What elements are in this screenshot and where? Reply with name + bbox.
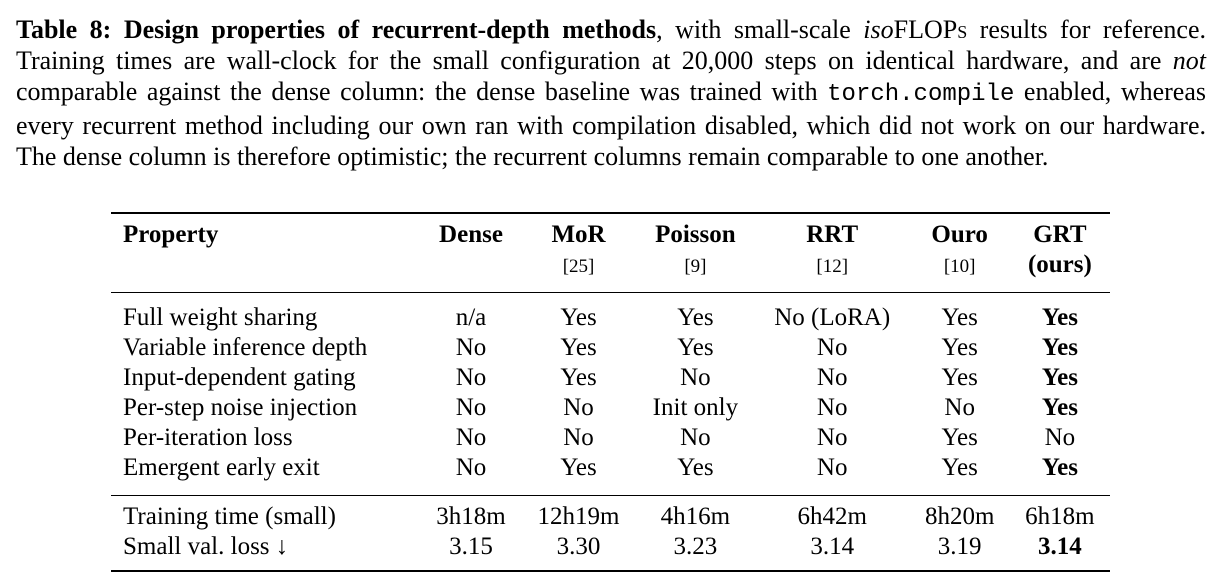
cell: No <box>816 424 848 451</box>
cell: 3.14 <box>810 533 855 560</box>
cell: 6h42m <box>797 503 867 530</box>
cell: Yes <box>560 304 597 331</box>
header-rrt: RRT <box>806 221 859 248</box>
cell: 3.15 <box>449 533 493 560</box>
cell: Yes <box>677 304 714 331</box>
cell: Yes <box>1041 334 1078 361</box>
cell: Yes <box>1041 304 1078 331</box>
caption-bold-title: Design properties of recurrent-depth methods <box>123 15 657 44</box>
cell: n/a <box>455 304 487 331</box>
header-sub-poisson <box>636 250 755 293</box>
header-dense: Dense <box>439 221 503 248</box>
caption-flops-s: s <box>957 15 968 44</box>
cell: 3.14 <box>1038 533 1082 560</box>
cell: No <box>455 364 487 391</box>
caption-iso: iso <box>863 15 894 44</box>
cell: No <box>455 454 487 481</box>
table-row <box>111 293 1110 334</box>
caption-text-b: results for reference. Training times are wall-clock for the small configuration at 20,000 steps on identical hardware, and are <box>16 15 1207 75</box>
row-label: Variable inference depth <box>123 334 368 361</box>
header-sub-row <box>111 250 1110 293</box>
caption-flops <box>894 15 968 44</box>
cell: 4h16m <box>660 503 731 530</box>
table-row <box>111 363 1110 393</box>
cell: Yes <box>941 364 978 391</box>
header-row <box>111 213 1110 250</box>
header-ouro: Ouro <box>931 221 988 248</box>
cell: Yes <box>677 454 714 481</box>
cell: No <box>680 364 711 391</box>
cell: No <box>944 394 975 421</box>
caption-label: Table 8: <box>16 15 112 44</box>
row-label: Input-dependent gating <box>123 364 356 391</box>
cell: 6h18m <box>1025 503 1095 530</box>
row-label: Per-iteration loss <box>123 424 293 451</box>
row-label: Training time (small) <box>123 503 336 530</box>
table-row <box>111 423 1110 453</box>
header-sub-empty <box>111 250 421 293</box>
caption-flops-main: FLOP <box>893 15 958 44</box>
cell: 12h19m <box>537 503 620 530</box>
header-sub-dense <box>421 250 521 293</box>
row-label: Emergent early exit <box>123 454 320 481</box>
header-mor: MoR <box>551 221 606 248</box>
cell: No <box>455 394 487 421</box>
ref-rrt: [12] <box>816 256 849 277</box>
header-sub-grt: (ours) <box>1027 251 1092 278</box>
ref-mor: [25] <box>562 256 595 277</box>
table-row <box>111 496 1110 533</box>
cell: Yes <box>560 334 597 361</box>
cell: No <box>816 334 848 361</box>
cell: No (LoRA) <box>774 304 891 331</box>
cell: No <box>680 424 711 451</box>
cell: Yes <box>1041 364 1078 391</box>
header-grt: GRT <box>1033 221 1087 248</box>
caption-not: not <box>1172 46 1206 75</box>
cell: No <box>455 334 487 361</box>
cell: Yes <box>941 304 978 331</box>
row-label: Full weight sharing <box>123 304 318 331</box>
row-label: Small val. loss ↓ <box>123 533 289 560</box>
cell: Yes <box>941 424 978 451</box>
cell: Yes <box>941 334 978 361</box>
cell: Yes <box>677 334 714 361</box>
cell: No <box>1044 424 1076 451</box>
properties-table <box>111 212 1110 572</box>
feature-rows <box>111 293 1110 496</box>
cell: No <box>816 364 848 391</box>
cell: 3.19 <box>937 533 982 560</box>
table-row <box>111 453 1110 496</box>
cell: Yes <box>1041 454 1078 481</box>
caption-text-d: enabled, whereas every recurrent method including our own ran with compilation disabled, which did not work on our hardware. The dense column is therefore optimistic; the recurrent columns remain comparable to one another. <box>16 77 1206 171</box>
cell: Yes <box>560 454 597 481</box>
cell: No <box>563 394 594 421</box>
cell: 3h18m <box>436 503 506 530</box>
table-row <box>111 393 1110 423</box>
cell: 3.30 <box>556 533 601 560</box>
row-label: Per-step noise injection <box>123 394 358 421</box>
cell: 8h20m <box>924 503 995 530</box>
header-poisson: Poisson <box>655 221 736 248</box>
caption-text-a: , with small-scale <box>656 15 864 44</box>
header-sub-ouro <box>910 250 1010 293</box>
cell: Yes <box>1041 394 1078 421</box>
table-row <box>111 532 1110 571</box>
caption-text-c: comparable against the dense column: the dense baseline was trained with <box>16 77 828 106</box>
ref-poisson: [9] <box>684 256 707 277</box>
cell: No <box>563 424 594 451</box>
header-property: Property <box>123 221 219 248</box>
cell: Yes <box>941 454 978 481</box>
cell: No <box>816 454 848 481</box>
cell: Yes <box>560 364 597 391</box>
cell: No <box>455 424 487 451</box>
ref-ouro: [10] <box>943 256 976 277</box>
caption-code: torch.compile <box>827 81 1015 108</box>
result-rows <box>111 496 1110 572</box>
cell: Init only <box>652 394 739 421</box>
cell: No <box>816 394 848 421</box>
cell: 3.23 <box>673 533 718 560</box>
table-row <box>111 333 1110 363</box>
header-sub-rrt <box>755 250 910 293</box>
header-sub-mor <box>521 250 636 293</box>
table-caption <box>16 14 1206 172</box>
